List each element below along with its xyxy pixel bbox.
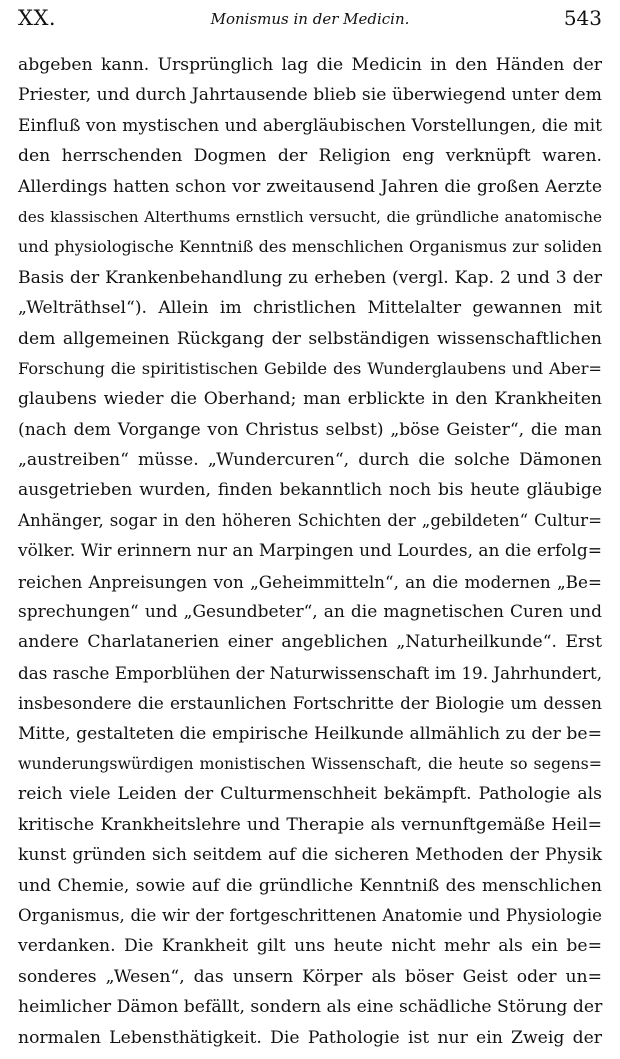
text-line: „Welträthsel“). Allein im christlichen Mittelalter gewannen mit bbox=[18, 298, 602, 319]
text-line: andere Charlatanerien einer angeblichen „Naturheilkunde“. Erst bbox=[18, 632, 602, 653]
text-line: Anhänger, sogar in den höheren Schichten der „gebildeten“ Cultur= bbox=[18, 510, 602, 530]
text-line: wunderungswürdigen monistischen Wissenschaft, die heute so segens= bbox=[18, 753, 602, 773]
text-line: Priester, und durch Jahrtausende blieb sie überwiegend unter dem bbox=[18, 85, 602, 106]
text-line: Mitte, gestalteten die empirische Heilkunde allmählich zu der be= bbox=[18, 723, 602, 744]
text-line: glaubens wieder die Oberhand; man erblickte in den Krankheiten bbox=[18, 389, 602, 410]
text-line: kritische Krankheitslehre und Therapie als vernunftgemäße Heil= bbox=[18, 814, 602, 835]
text-line: Organismus, die wir der fortgeschrittenen Anatomie und Physiologie bbox=[18, 905, 602, 925]
text-line: sprechungen“ und „Gesundbeter“, an die magnetischen Curen und bbox=[18, 602, 602, 623]
text-line: und physiologische Kenntniß des menschlichen Organismus zur soliden bbox=[18, 237, 602, 257]
text-line: reich viele Leiden der Culturmenschheit bekämpft. Pathologie als bbox=[18, 784, 602, 805]
text-line: „austreiben“ müsse. „Wundercuren“, durch die solche Dämonen bbox=[18, 450, 602, 471]
text-line: reichen Anpreisungen von „Geheimmitteln“, an die modernen „Be= bbox=[18, 571, 602, 592]
text-line: heimlicher Dämon befällt, sondern als eine schädliche Störung der bbox=[18, 997, 603, 1018]
running-header bbox=[18, 6, 602, 36]
text-line: Einfluß von mystischen und abergläubischen Vorstellungen, die mit bbox=[18, 115, 602, 136]
text-line: und Chemie, sowie auf die gründliche Kenntniß des menschlichen bbox=[18, 875, 602, 896]
text-line: Basis der Krankenbehandlung zu erheben (vergl. Kap. 2 und 3 der bbox=[18, 267, 602, 288]
text-line: des klassischen Alterthums ernstlich versucht, die gründliche anatomische bbox=[18, 207, 602, 226]
text-line: verdanken. Die Krankheit gilt uns heute nicht mehr als ein be= bbox=[18, 936, 602, 957]
text-line: normalen Lebensthätigkeit. Die Pathologie ist nur ein Zweig der bbox=[18, 1027, 602, 1048]
body-text bbox=[18, 50, 602, 1053]
page-number: 543 bbox=[563, 6, 602, 30]
running-title: Monismus in der Medicin. bbox=[210, 10, 410, 28]
text-line: ausgetrieben wurden, finden bekanntlich noch bis heute gläubige bbox=[18, 480, 602, 501]
chapter-number: XX. bbox=[18, 6, 57, 30]
text-line: kunst gründen sich seitdem auf die sicheren Methoden der Physik bbox=[18, 845, 602, 866]
text-line: abgeben kann. Ursprünglich lag die Medicin in den Händen der bbox=[18, 55, 602, 75]
text-line: den herrschenden Dogmen der Religion eng verknüpft waren. bbox=[18, 146, 602, 167]
text-line: Allerdings hatten schon vor zweitausend Jahren die großen Aerzte bbox=[18, 176, 602, 197]
text-line: dem allgemeinen Rückgang der selbständigen wissenschaftlichen bbox=[18, 328, 602, 349]
text-line: das rasche Emporblühen der Naturwissenschaft im 19. Jahrhundert, bbox=[18, 662, 603, 683]
text-line: Forschung die spiritistischen Gebilde des Wunderglaubens und Aber= bbox=[18, 358, 602, 378]
text-line: (nach dem Vorgange von Christus selbst) „böse Geister“, die man bbox=[18, 419, 602, 440]
text-line: sonderes „Wesen“, das unsern Körper als böser Geist oder un= bbox=[18, 966, 602, 987]
text-line: insbesondere die erstaunlichen Fortschritte der Biologie um dessen bbox=[18, 693, 602, 714]
text-line: völker. Wir erinnern nur an Marpingen und Lourdes, an die erfolg= bbox=[18, 541, 602, 562]
